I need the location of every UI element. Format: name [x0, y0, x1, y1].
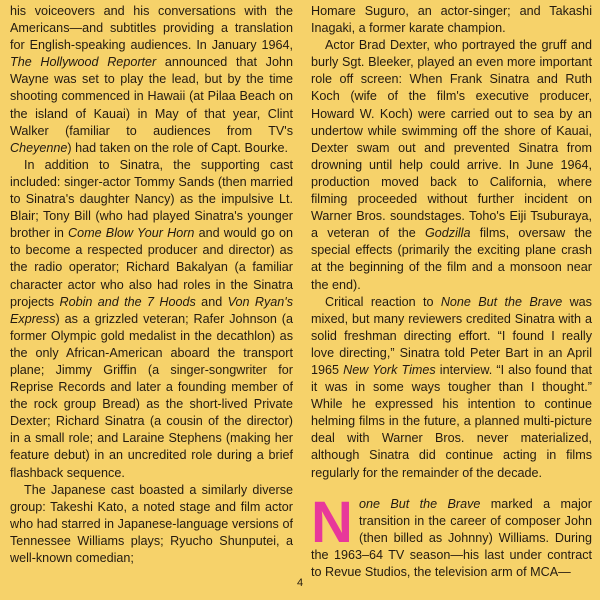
paragraph [311, 37, 592, 293]
paragraph [311, 294, 592, 482]
italic-title: New York Times [343, 362, 436, 377]
text-run: marked a major transition in the career of composer John (then billed as Johnny) Williams. During the 1963–64 TV season—his last under contract to Revue Studios, the television arm of MCA— [311, 496, 592, 579]
text-run: ) as a grizzled veteran; Rafer Johnson (a former Olympic gold medalist in the decathlon) as the only African-American aboard the transport plane; Jimmy Griffin (a singer-songwriter for Reprise Records and later a founding member of the rock group Bread) as the short-lived Private Dexter; Richard Sinatra (a cousin of the director) in a small role; and Laraine Stephens (making her feature debut) in an uncredited role during a brief flashback sequence. [10, 311, 293, 480]
text-run: ) had taken on the role of Capt. Bourke. [67, 140, 288, 155]
paragraph [311, 3, 592, 37]
text-run: announced that John Wayne was set to play the lead, but by the time shooting commenced in Hawaii (at Pilaa Beach on the island of Kauai) in May of that year, Clint Walker (familiar to audiences from TV's [10, 55, 293, 138]
text-run: Critical reaction to [325, 294, 441, 309]
right-column [311, 3, 592, 581]
text-run: and [195, 294, 228, 309]
italic-title: Come Blow Your Horn [68, 226, 195, 241]
paragraph [10, 482, 293, 567]
paragraph [311, 489, 592, 581]
italic-title: Von Ryan's Express [10, 294, 293, 326]
text-run: and would go on to become a respected producer and director) as the radio operator; Richard Bakalyan (a familiar character actor who also had roles in the Sinatra projects [10, 226, 293, 309]
drop-cap: N [311, 489, 352, 555]
page-number: 4 [296, 577, 304, 589]
italic-title: Cheyenne [10, 140, 68, 155]
italic-title: The Hollywood Reporter [10, 55, 157, 70]
text-run: films, oversaw the special effects (primarily the exciting plane crash at the beginning of the film and a monsoon near the end). [311, 226, 592, 292]
italic-title: Robin and the 7 Hoods [59, 294, 196, 309]
text-run: Homare Suguro, an actor-singer; and Takashi Inagaki, a former karate champion. [311, 4, 592, 36]
italic-title: None But the Brave [440, 294, 563, 309]
text-run: his voiceovers and his conversations with the Americans—and subtitles providing a translation for English-speaking audiences. In January 1964, [10, 4, 293, 53]
paragraph [10, 157, 293, 482]
text-run: The Japanese cast boasted a similarly diverse group: Takeshi Kato, a noted stage and film actor who had starred in Japanese-language versions of Tennessee Williams plays; Ryucho Shunputei, a well-known comedian; [10, 482, 293, 565]
italic-title: Godzilla [424, 226, 471, 241]
text-run: interview. “I also found that it was in some ways tougher than I thought.” While he expressed his intention to continue helming films in the future, a planned multi-picture deal with Warner Bros. never materialized, although Sinatra did continue acting in films regularly for the remainder of the decade. [311, 362, 592, 480]
paragraph [10, 3, 293, 157]
left-column [10, 3, 293, 567]
text-run: was mixed, but many reviewers credited Sinatra with a solid freshman directing effort. “I found I really love directing,” Sinatra told Peter Bart in an April 1965 [311, 294, 592, 377]
text-run: In addition to Sinatra, the supporting cast included: singer-actor Tommy Sands (then married to Sinatra's daughter Nancy) as the impulsive Lt. Blair; Tony Bill (who had played Sinatra's younger brother in [10, 157, 293, 241]
text-run: Actor Brad Dexter, who portrayed the gruff and burly Sgt. Bleeker, played an even more important role off screen: When Frank Sinatra and Ruth Koch (wife of the film's executive producer, Howard W. Koch) were carried out to sea by an undertow while swimming off the shore of Kauai, Dexter swam out and prevented Sinatra from drowning until help could arrive. In June 1964, production moved back to California, where filming proceeded without further incident on Warner Bros. soundstages. Toho's Eiji Tsuburaya, a veteran of the [311, 38, 592, 241]
italic-title: one But the Brave [359, 496, 481, 511]
